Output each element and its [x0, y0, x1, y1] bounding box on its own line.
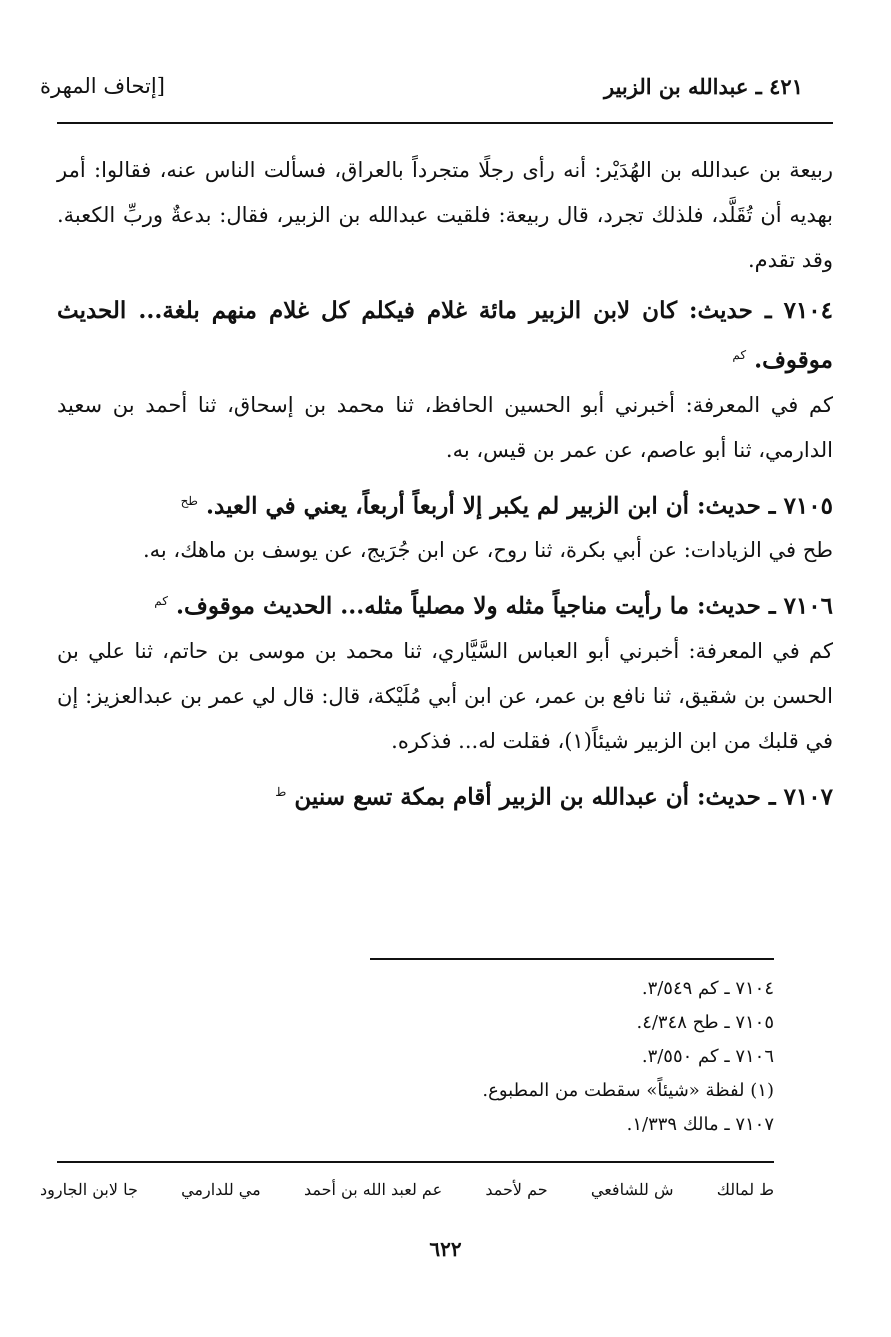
hadith-7107	[57, 770, 833, 820]
isnad-paragraph: طح في الزيادات: عن أبي بكرة، ثنا روح، عن ابن جُرَيج، عن يوسف بن ماهك، به.	[142, 538, 833, 563]
abbreviation-item: ش للشافعي	[590, 1180, 674, 1199]
footnotes	[380, 972, 774, 1142]
abbreviation-item: جا لابن الجارود	[40, 1180, 138, 1199]
hadith-number: ٧١٠٦	[783, 592, 833, 620]
hadith-7106	[57, 579, 833, 629]
footnote-item: ٧١٠٦ ـ كم ٣/٥٥٠.	[641, 1046, 774, 1067]
hadith-number: ٧١٠٧	[783, 783, 833, 811]
abbreviation-item: ط لمالك	[716, 1180, 774, 1199]
header-divider	[57, 122, 833, 124]
hadith-text: ـ حديث: كان لابن الزبير مائة غلام فيكلم كل غلام منهم بلغة... الحديث موقوف.	[57, 297, 833, 374]
footnote-divider	[370, 958, 774, 960]
hadith-text: ـ حديث: أن ابن الزبير لم يكبر إلا أربعاً أربعاً، يعني في العيد.	[205, 492, 776, 520]
paragraph-continuation: ربيعة بن عبدالله بن الهُدَيْر: أنه رأى رجلًا متجرداً بالعراق، فسألت الناس عنه، فقالوا: أمر بهديه أن تُقَلَّد، فلذلك تجرد، قال ربيعة: فلقيت عبدالله بن الزبير، فقال: بدعةٌ وربِّ الكعبة. وقد تقدم.	[57, 158, 833, 272]
footnote-item: ٧١٠٥ ـ طح ٤/٣٤٨.	[636, 1012, 774, 1033]
hadith-7104	[57, 289, 833, 383]
page-number: ٦٢٢	[429, 1237, 462, 1261]
abbreviation-item: مي للدارمي	[181, 1180, 261, 1199]
isnad-paragraph: كم في المعرفة: أخبرني أبو العباس السَّيَّاري، ثنا محمد بن موسى بن حاتم، ثنا علي بن الحسن بن شقيق، ثنا نافع بن عمر، عن ابن أبي مُلَيْكة، قال: قال لي عمر بن عبدالعزيز: إن في قلبك من ابن الزبير شيئاً(١)، فقلت له... فذكره.	[57, 638, 833, 753]
hadith-number: ٧١٠٥	[783, 492, 833, 520]
running-header-book-title: [إتحاف المهرة	[40, 74, 165, 98]
source-siglum: ط	[275, 784, 287, 799]
footnote-item: ٧١٠٧ ـ مالك ١/٣٣٩.	[626, 1114, 774, 1135]
main-text	[57, 148, 833, 820]
hadith-text: ـ حديث: أن عبدالله بن الزبير أقام بمكة تسع سنين	[294, 783, 776, 811]
abbreviations-divider	[57, 1161, 774, 1163]
hadith-text: ـ حديث: ما رأيت مناجياً مثله ولا مصلياً مثله... الحديث موقوف.	[176, 592, 776, 620]
hadith-number: ٧١٠٤	[783, 297, 833, 324]
source-siglum: كم	[732, 348, 747, 362]
abbreviation-item: حم لأحمد	[485, 1180, 548, 1199]
footnote-item: ٧١٠٤ ـ كم ٣/٥٤٩.	[641, 978, 774, 999]
running-header-chapter: ٤٢١ ـ عبدالله بن الزبير	[604, 74, 803, 99]
source-siglum: طح	[180, 493, 198, 508]
source-siglum: كم	[154, 594, 168, 609]
hadith-7105	[57, 479, 833, 529]
abbreviation-item: عم لعبد الله بن أحمد	[303, 1180, 443, 1199]
isnad-paragraph: كم في المعرفة: أخبرني أبو الحسين الحافظ، ثنا محمد بن إسحاق، ثنا أحمد بن سعيد الدارمي، ثنا أبو عاصم، عن عمر بن قيس، به.	[57, 392, 833, 462]
footnote-item: (١) لفظة «شيئاً» سقطت من المطبوع.	[482, 1080, 774, 1101]
abbreviations-key	[40, 1180, 774, 1199]
